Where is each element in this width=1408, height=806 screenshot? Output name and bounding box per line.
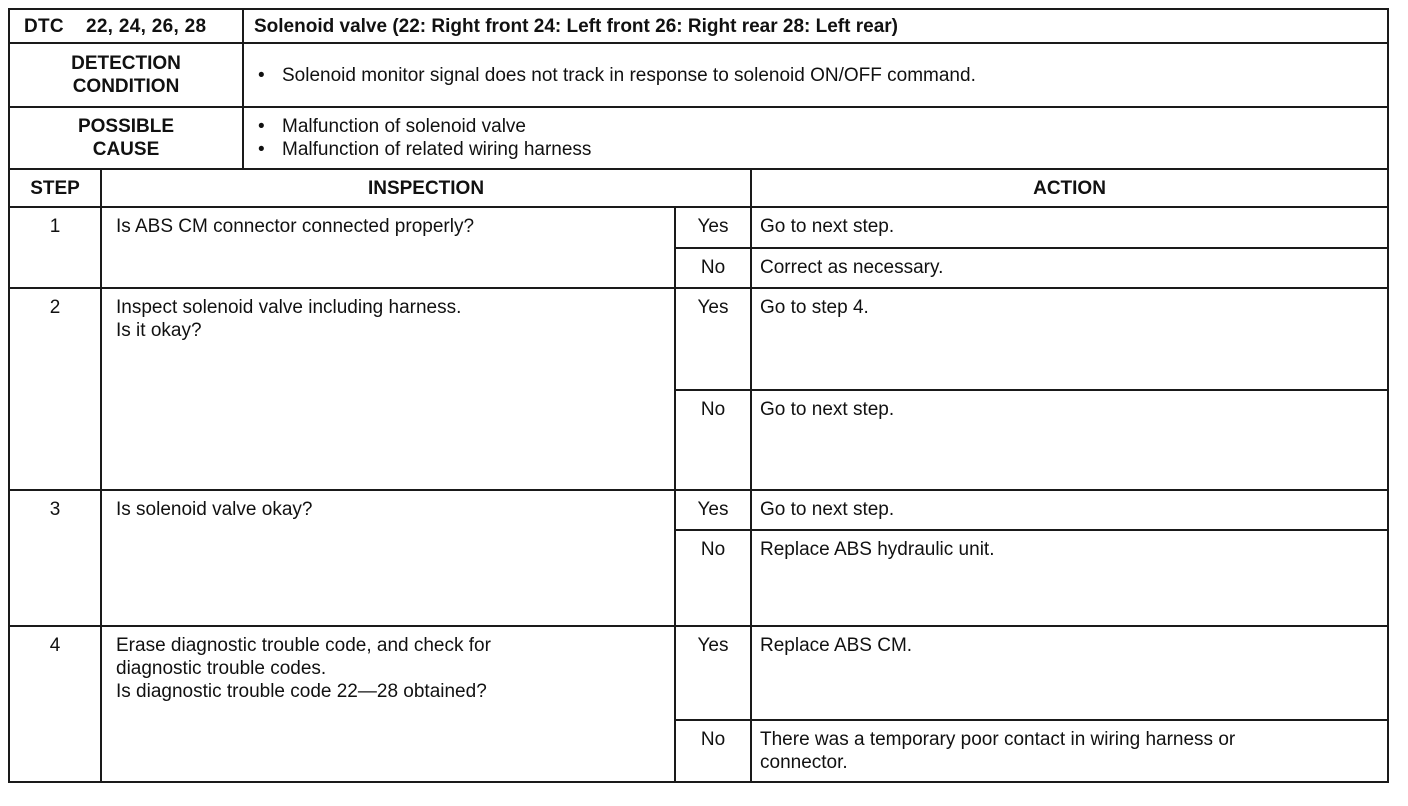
table-row [9,490,1388,530]
action-line: Replace ABS hydraulic unit. [760,539,995,560]
yes-action [751,288,1388,390]
inspection-cell [101,626,675,782]
action-column-header: ACTION [751,169,1388,207]
no-label: No [675,390,751,490]
step-number: 4 [9,626,101,782]
cause-content [243,107,1388,169]
table-row [9,207,1388,248]
action-line: connector. [760,752,848,773]
no-action [751,248,1388,288]
detection-content [243,43,1388,107]
column-header-row [9,169,1388,207]
inspection-cell [101,490,675,626]
action-line: Replace ABS CM. [760,635,913,656]
step-number: 3 [9,490,101,626]
no-label: No [675,530,751,626]
dtc-title-text: Solenoid valve (22: Right front 24: Left front 26: Right rear 28: Left rear) [254,15,898,37]
no-label: No [675,720,751,782]
yes-action [751,490,1388,530]
cause-label-line1: POSSIBLE [77,116,175,137]
inspection-line: Is it okay? [116,320,202,341]
action-line: Correct as necessary. [760,257,944,278]
cause-label-line2: CAUSE [92,139,160,160]
action-line: Go to next step. [760,399,895,420]
inspection-cell [101,288,675,490]
yes-label: Yes [675,626,751,720]
dtc-title [243,9,1388,43]
cause-item: • Malfunction of solenoid valve [258,115,1387,138]
detection-label [9,43,243,107]
inspection-line: Erase diagnostic trouble code, and check for [116,635,491,656]
step-number: 2 [9,288,101,490]
yes-action [751,207,1388,248]
no-label: No [675,248,751,288]
no-action [751,390,1388,490]
inspection-line: Is ABS CM connector connected properly? [116,216,475,237]
inspection-line: Is solenoid valve okay? [116,499,313,520]
action-line: Go to next step. [760,499,895,520]
inspection-line: diagnostic trouble codes. [116,658,327,679]
dtc-label-main: DTC [24,15,64,37]
cause-row [9,107,1388,169]
detection-label-line1: DETECTION [71,53,181,74]
table-row [9,626,1388,720]
yes-label: Yes [675,207,751,248]
no-action [751,720,1388,782]
yes-label: Yes [675,288,751,390]
yes-action [751,626,1388,720]
inspection-cell [101,207,675,288]
title-row [9,9,1388,43]
inspection-line: Inspect solenoid valve including harness. [116,297,462,318]
dtc-codes-main: 22, 24, 26, 28 [85,15,207,37]
cause-item: • Malfunction of related wiring harness [258,138,1387,161]
dtc-code-cell-main [9,9,243,43]
yes-label: Yes [675,490,751,530]
detection-row [9,43,1388,107]
step-column-header: STEP [9,169,101,207]
no-action [751,530,1388,626]
dtc-inspection-document [8,8,1387,783]
cause-label [9,107,243,169]
step-number: 1 [9,207,101,288]
action-line: There was a temporary poor contact in wiring harness or [760,729,1236,750]
inspection-column-header: INSPECTION [101,169,751,207]
inspection-line: Is diagnostic trouble code 22—28 obtained? [116,681,487,702]
action-line: Go to step 4. [760,297,869,318]
detection-label-line2: CONDITION [72,76,180,97]
action-line: Go to next step. [760,216,895,237]
main-table [8,8,1389,783]
detection-item: • Solenoid monitor signal does not track in response to solenoid ON/OFF command. [258,64,1387,87]
table-row [9,288,1388,390]
